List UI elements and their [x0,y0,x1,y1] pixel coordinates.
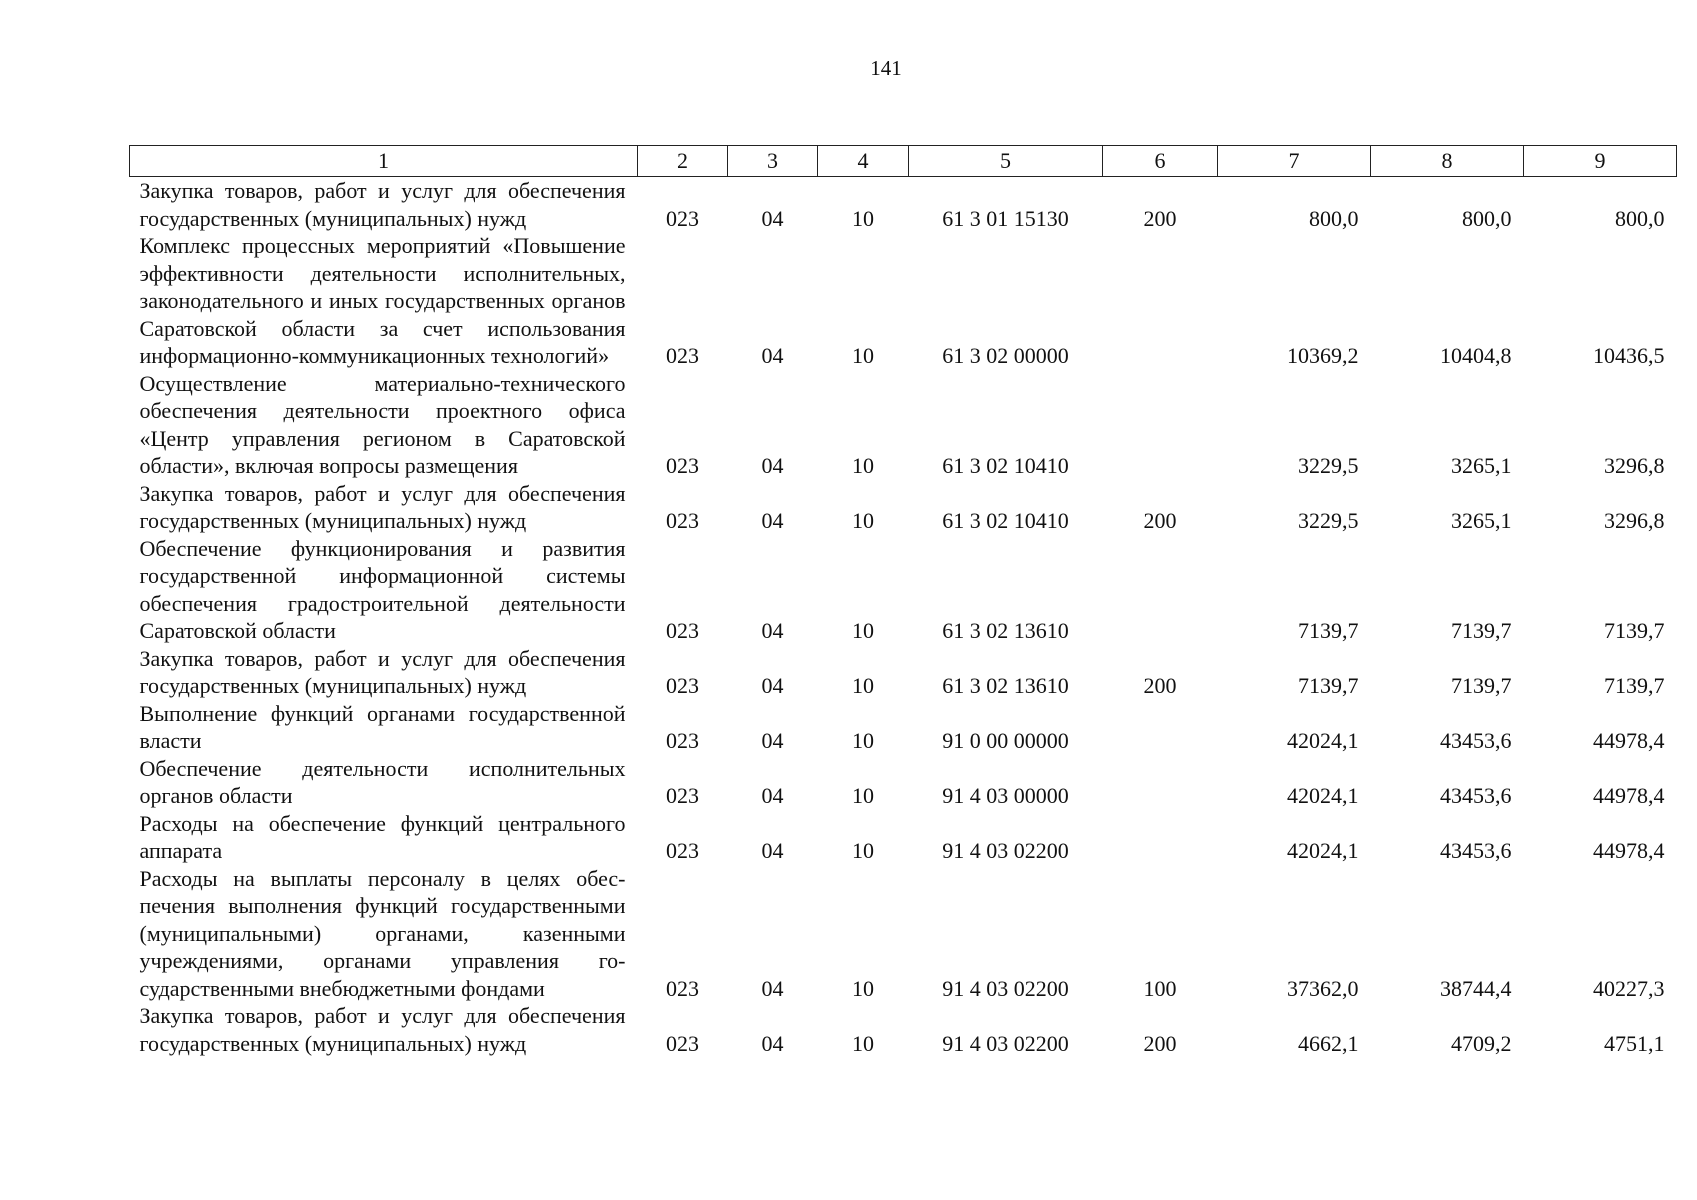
table-row [130,177,1677,233]
cell-ministry-code: 023 [666,1030,699,1056]
cell-ministry-code: 023 [666,728,699,753]
cell-expense-type [1103,370,1218,480]
cell-subsection-code: 10 [852,1030,874,1056]
row-description: Закупка товаров, работ и услуг для обеспечения государственных (муниципальных) нужд [139,645,626,698]
cell-expense-type [1103,232,1218,370]
table-body [130,177,1677,1058]
cell-expense-type: 200 [1143,205,1177,231]
table-row [130,480,1677,535]
table-row [130,810,1677,865]
cell-expense-type [1103,700,1218,755]
cell-amount-year1: 42024,1 [1287,838,1359,863]
cell-expense-type: 200 [1143,508,1177,533]
row-description: Расходы на выплаты персоналу в целях обеспечения выполнения функций государственными (муниципальными) органами, казенными учреждениями, органами управления государственными внебюджетными фондами [139,865,626,1001]
cell-subsection-code: 10 [852,453,874,478]
table-row [130,370,1677,480]
cell-target-article: 91 4 03 02200 [942,838,1069,863]
cell-amount-year1: 3229,5 [1298,508,1359,533]
cell-amount-year1: 42024,1 [1287,728,1359,753]
cell-amount-year2: 43453,6 [1440,783,1512,808]
row-description: Обеспечение функционирования и развития государственной информационной системы обеспечения градостроительной деятельности Саратовской области [139,535,626,643]
table-row [130,755,1677,810]
cell-target-article: 91 4 03 00000 [942,783,1069,808]
cell-section-code: 04 [761,205,784,231]
column-header: 7 [1218,146,1371,177]
cell-section-code: 04 [761,1030,784,1056]
budget-table [129,145,1677,1057]
cell-subsection-code: 10 [852,205,874,231]
cell-amount-year1: 4662,1 [1298,1030,1359,1056]
cell-subsection-code: 10 [852,508,874,533]
table-row [130,865,1677,1003]
cell-amount-year3: 44978,4 [1593,783,1665,808]
cell-ministry-code: 023 [666,975,699,1001]
cell-target-article: 91 4 03 02200 [942,975,1069,1001]
cell-section-code: 04 [761,975,784,1001]
table-row [130,535,1677,645]
cell-amount-year2: 38744,4 [1440,975,1512,1001]
cell-section-code: 04 [761,838,784,863]
cell-amount-year3: 800,0 [1615,205,1665,231]
cell-target-article: 61 3 02 13610 [942,673,1069,698]
row-description: Выполнение функций органами государственной власти [139,700,626,753]
cell-expense-type [1103,535,1218,645]
cell-ministry-code: 023 [666,618,699,643]
cell-ministry-code: 023 [666,205,699,231]
cell-amount-year1: 37362,0 [1287,975,1359,1001]
column-header: 5 [909,146,1103,177]
cell-amount-year2: 3265,1 [1451,508,1512,533]
cell-section-code: 04 [761,728,784,753]
cell-ministry-code: 023 [666,453,699,478]
column-header: 2 [638,146,728,177]
cell-amount-year3: 4751,1 [1604,1030,1665,1056]
cell-subsection-code: 10 [852,673,874,698]
cell-ministry-code: 023 [666,343,699,368]
cell-section-code: 04 [761,343,784,368]
cell-amount-year3: 7139,7 [1604,618,1665,643]
cell-amount-year2: 7139,7 [1451,618,1512,643]
cell-amount-year3: 10436,5 [1593,343,1665,368]
row-description: Обеспечение деятельности исполнительных органов области [139,755,626,808]
cell-section-code: 04 [761,453,784,478]
cell-amount-year1: 42024,1 [1287,783,1359,808]
table-row [130,700,1677,755]
row-description: Закупка товаров, работ и услуг для обеспечения государственных (муниципальных) нужд [139,178,626,231]
cell-expense-type: 200 [1143,673,1177,698]
cell-subsection-code: 10 [852,783,874,808]
cell-amount-year3: 44978,4 [1593,728,1665,753]
cell-amount-year1: 7139,7 [1298,673,1359,698]
cell-target-article: 91 0 00 00000 [942,728,1069,753]
cell-target-article: 61 3 01 15130 [942,205,1069,231]
table-row [130,645,1677,700]
cell-amount-year2: 800,0 [1462,205,1512,231]
cell-expense-type: 100 [1143,975,1177,1001]
cell-amount-year3: 3296,8 [1604,453,1665,478]
cell-amount-year2: 4709,2 [1451,1030,1512,1056]
cell-amount-year2: 43453,6 [1440,728,1512,753]
cell-ministry-code: 023 [666,838,699,863]
row-description: Закупка товаров, работ и услуг для обеспечения государственных (муниципальных) нужд [139,1003,626,1056]
cell-subsection-code: 10 [852,975,874,1001]
cell-subsection-code: 10 [852,618,874,643]
cell-target-article: 61 3 02 10410 [942,508,1069,533]
cell-amount-year1: 3229,5 [1298,453,1359,478]
cell-subsection-code: 10 [852,728,874,753]
cell-section-code: 04 [761,618,784,643]
cell-section-code: 04 [761,508,784,533]
cell-amount-year3: 40227,3 [1593,975,1665,1001]
row-description: Расходы на обеспечение функций центрального аппарата [139,810,626,863]
cell-subsection-code: 10 [852,838,874,863]
row-description: Комплекс процессных мероприятий «Повышение эффективности деятельности исполнительных, законодательного и иных государственных органов Саратовской области за счет использования информационно-коммуникационных технологий» [139,233,626,368]
cell-amount-year3: 44978,4 [1593,838,1665,863]
column-header: 3 [728,146,818,177]
cell-amount-year1: 7139,7 [1298,618,1359,643]
column-header: 1 [130,146,638,177]
cell-amount-year1: 800,0 [1309,205,1359,231]
cell-section-code: 04 [761,783,784,808]
cell-expense-type [1103,755,1218,810]
cell-section-code: 04 [761,673,784,698]
cell-amount-year2: 10404,8 [1440,343,1512,368]
cell-amount-year1: 10369,2 [1287,343,1359,368]
cell-target-article: 91 4 03 02200 [942,1030,1069,1056]
cell-amount-year3: 3296,8 [1604,508,1665,533]
cell-ministry-code: 023 [666,673,699,698]
cell-target-article: 61 3 02 13610 [942,618,1069,643]
cell-ministry-code: 023 [666,783,699,808]
cell-subsection-code: 10 [852,343,874,368]
cell-expense-type: 200 [1143,1030,1177,1056]
cell-amount-year2: 3265,1 [1451,453,1512,478]
header-row [130,146,1677,177]
cell-amount-year3: 7139,7 [1604,673,1665,698]
table-row [130,1002,1677,1057]
cell-target-article: 61 3 02 00000 [942,343,1069,368]
cell-amount-year2: 7139,7 [1451,673,1512,698]
column-header: 8 [1371,146,1524,177]
table-row [130,232,1677,370]
row-description: Осуществление материально-технического обеспечения деятельности проектного офиса «Центр управления регионом в Саратовской области», включая вопросы размещения [139,370,626,478]
column-header: 6 [1103,146,1218,177]
cell-expense-type [1103,810,1218,865]
column-header: 9 [1524,146,1677,177]
row-description: Закупка товаров, работ и услуг для обеспечения государственных (муниципальных) нужд [139,480,626,533]
cell-amount-year2: 43453,6 [1440,838,1512,863]
cell-ministry-code: 023 [666,508,699,533]
column-header: 4 [818,146,909,177]
page-number: 141 [870,56,902,80]
cell-target-article: 61 3 02 10410 [942,453,1069,478]
